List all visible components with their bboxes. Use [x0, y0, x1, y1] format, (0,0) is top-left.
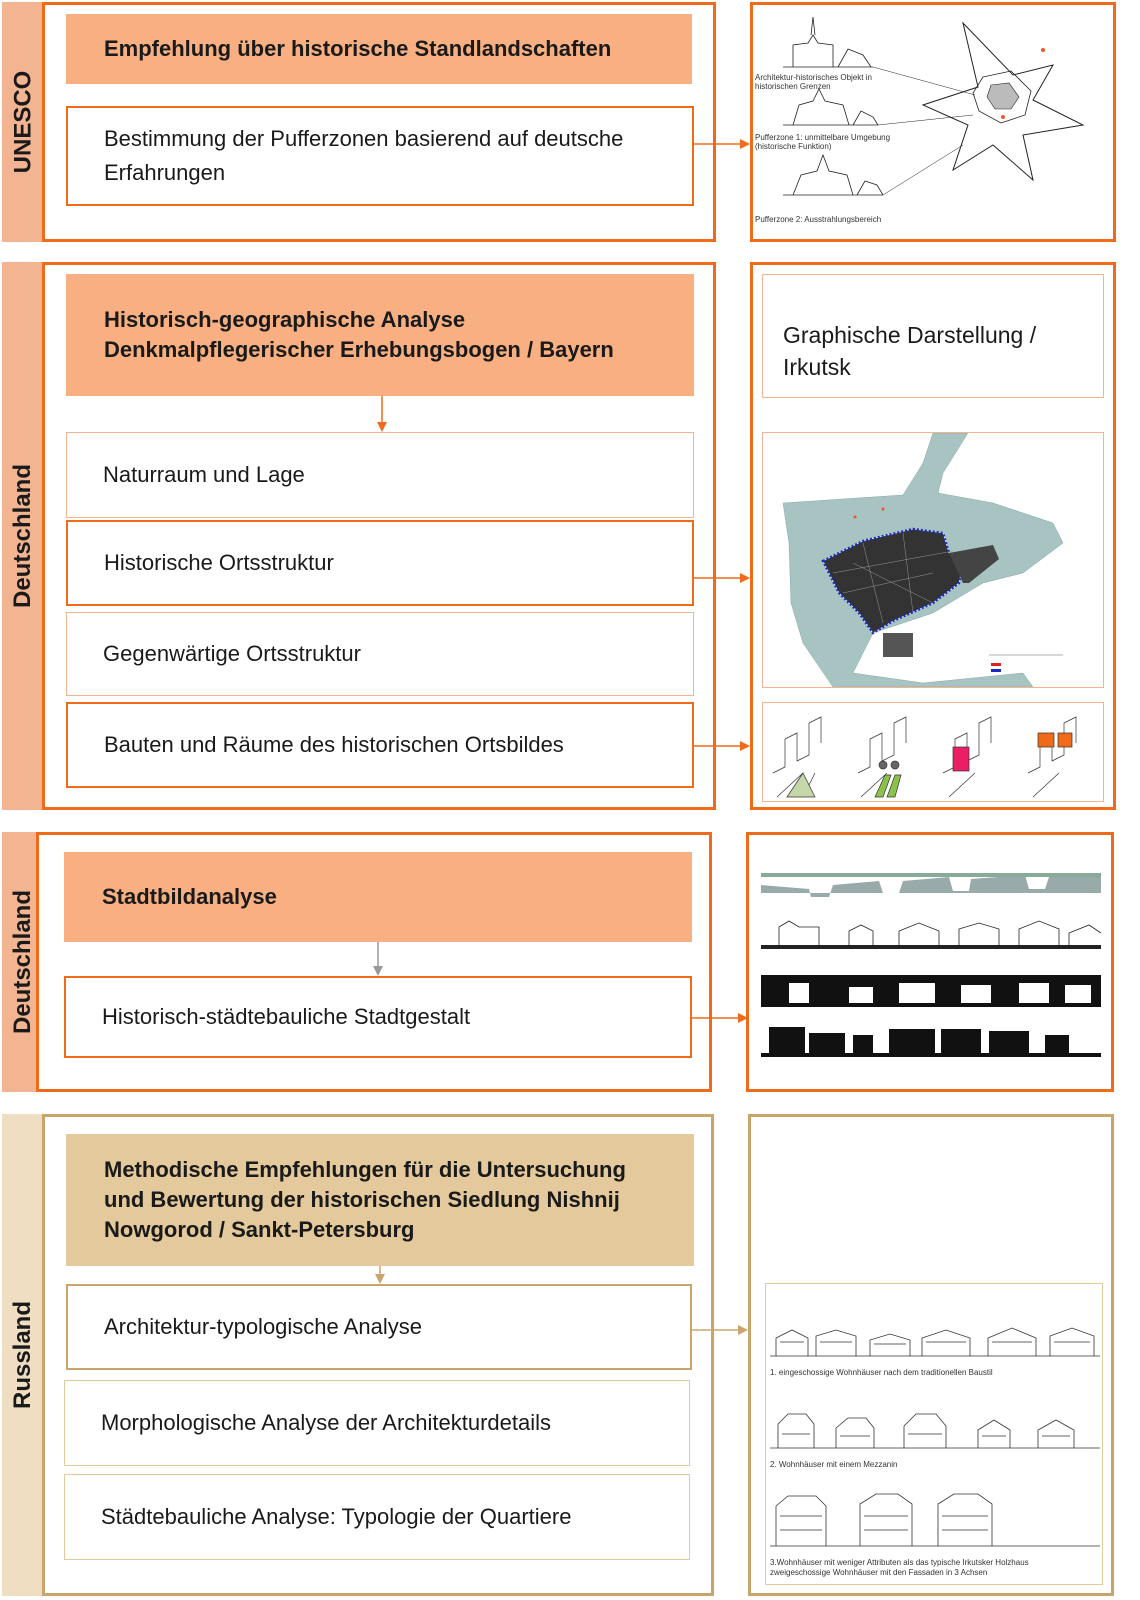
- church-sketch-icon: [783, 17, 883, 195]
- list-item: Städtebauliche Analyse: Typologie der Quartiere: [64, 1474, 690, 1560]
- house-typology-panel: [748, 1114, 1114, 1596]
- list-item: Morphologische Analyse der Architekturdetails: [64, 1380, 690, 1466]
- marker-dot-icon: [1041, 48, 1045, 52]
- house-typology-inner: [765, 1283, 1103, 1585]
- diagram-caption: Pufferzone 2: Ausstrahlungsbereich: [755, 215, 882, 224]
- diagram-caption: Pufferzone 1: unmittelbare Umgebung (historische Funktion): [755, 133, 891, 151]
- house-facades: [766, 1284, 1102, 1584]
- connector-arrow: [692, 1322, 752, 1338]
- list-item: Architektur-typologische Analyse: [66, 1284, 692, 1370]
- typology-caption: zweigeschossige Wohnhäuser mit den Fassaden in 3 Achsen: [770, 1568, 988, 1577]
- section-header: Methodische Empfehlungen für die Untersuchung und Bewertung der historischen Siedlung Nishnij Nowgorod / Sankt-Petersburg: [66, 1134, 694, 1266]
- section-header: Historisch-geographische Analyse Denkmalpflegerischer Erhebungsbogen / Bayern: [66, 274, 694, 396]
- map-legend: [989, 655, 1063, 672]
- connector-arrow: [694, 570, 754, 586]
- typology-caption: 2. Wohnhäuser mit einem Mezzanin: [770, 1460, 898, 1469]
- list-item: Bestimmung der Pufferzonen basierend auf deutsche Erfahrungen: [66, 106, 694, 206]
- list-item: Historische Ortsstruktur: [66, 520, 694, 606]
- buffer-zone-star: [873, 23, 1083, 195]
- connector-arrow: [692, 1010, 752, 1026]
- diagram-caption: Architektur-historisches Objekt in historischen Grenzen: [755, 73, 872, 91]
- building-sketches: [763, 703, 1103, 801]
- list-item: Bauten und Räume des historischen Ortsbildes: [66, 702, 694, 788]
- streetscape-elevations: [749, 835, 1111, 1089]
- buffer-zone-diagram-panel: [750, 2, 1116, 242]
- list-item: Gegenwärtige Ortsstruktur: [66, 612, 694, 696]
- section-header: Empfehlung über historische Standlandschaften: [66, 14, 692, 84]
- marker-dot-icon: [1001, 115, 1005, 119]
- irkutsk-map: [763, 433, 1103, 687]
- list-item: Historisch-städtebauliche Stadtgestalt: [64, 976, 692, 1058]
- connector-arrow: [694, 738, 754, 754]
- streetscape-panel: [746, 832, 1114, 1092]
- panel-title: Graphische Darstellung / Irkutsk: [783, 322, 1037, 380]
- down-arrow-icon: [370, 942, 386, 978]
- typology-caption: 1. eingeschossige Wohnhäuser nach dem traditionellen Baustil: [770, 1368, 993, 1377]
- graphic-title-panel: [762, 274, 1104, 398]
- section-label-russland: Russland: [2, 1114, 44, 1596]
- island-shape: [763, 493, 783, 563]
- typology-caption: 3.Wohnhäuser mit weniger Attributen als das typische Irkutsker Holzhaus: [770, 1558, 1029, 1567]
- section-label-deutschland: Deutschland: [2, 832, 44, 1092]
- building-sketches-panel: [762, 702, 1104, 802]
- down-arrow-icon: [374, 396, 390, 434]
- down-arrow-icon: [372, 1266, 388, 1286]
- section-header: Stadtbildanalyse: [64, 852, 692, 942]
- connector-arrow: [694, 136, 754, 152]
- list-item: Naturraum und Lage: [66, 432, 694, 518]
- section-label-unesco: UNESCO: [2, 2, 44, 242]
- irkutsk-map-panel: [762, 432, 1104, 688]
- buffer-zone-diagram: [753, 5, 1113, 239]
- section-label-deutschland: Deutschland: [2, 262, 44, 810]
